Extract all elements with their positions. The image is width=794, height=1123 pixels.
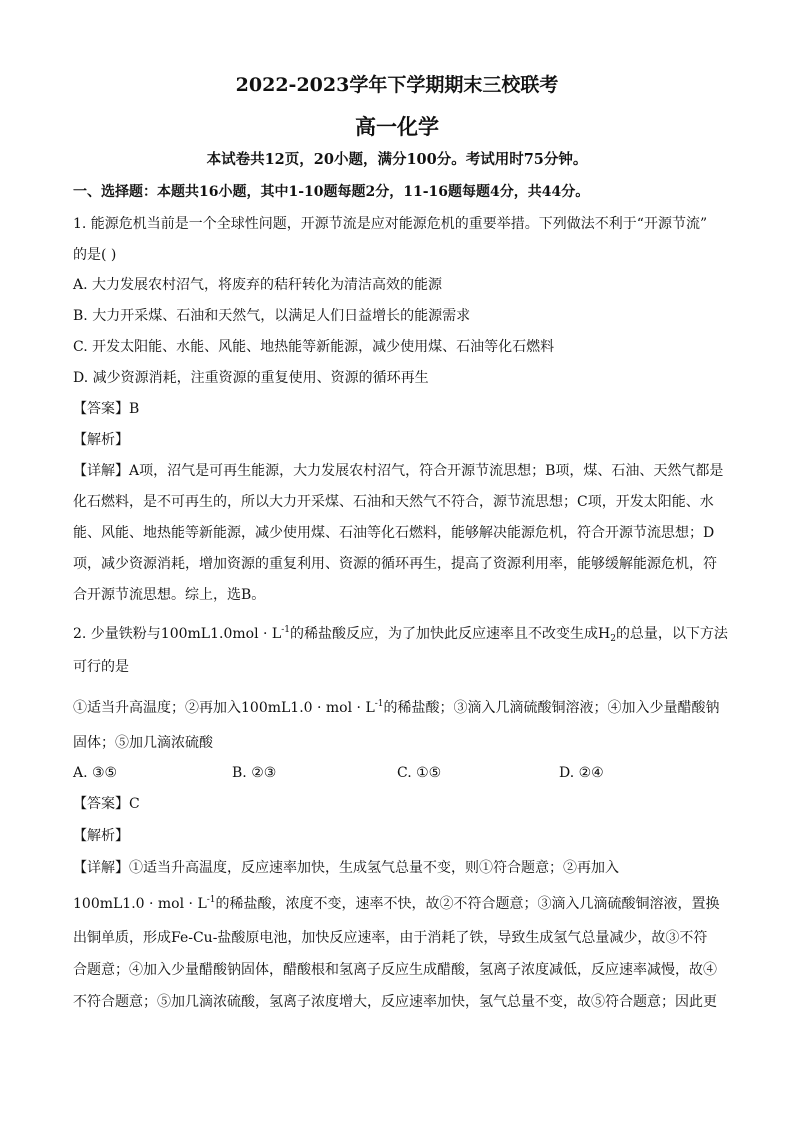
q2-option-b: B. ②③ xyxy=(232,765,277,781)
q2-conditions-line2: 固体；⑤加几滴浓硫酸 xyxy=(73,735,213,751)
q2-conditions-line1 xyxy=(73,698,723,718)
q2-analysis-label: 【解析】 xyxy=(73,828,129,844)
q1-detail-line: 能、风能、地热能等新能源，减少使用煤、石油等化石燃料，能够解决能源危机，符合开源节流思想；D xyxy=(73,525,715,541)
q2-stem-line1 xyxy=(73,624,728,644)
q2-detail-part: 的稀盐酸，浓度不变，速率不快，故②不符合题意；③滴入几滴硫酸铜溶液，置换 xyxy=(215,896,720,912)
exam-info: 本试卷共12页，20小题，满分100分。考试用时75分钟。 xyxy=(206,151,588,168)
q1-answer: 【答案】B xyxy=(73,401,140,417)
q1-option-d: D. 减少资源消耗，注重资源的重复使用、资源的循环再生 xyxy=(73,370,429,386)
q2-cond-part: 的稀盐酸；③滴入几滴硫酸铜溶液；④加入少量醋酸钠 xyxy=(383,700,720,716)
q2-detail-line xyxy=(73,894,723,914)
q2-cond-part: ①适当升高温度；②再加入100mL1.0 · mol · L xyxy=(73,700,375,716)
q1-stem-line2: 的是( ) xyxy=(73,247,117,263)
q2-stem-superscript: -1 xyxy=(281,625,290,635)
q2-detail-line: 【详解】①适当升高温度，反应速率加快，生成氢气总量不变，则①符合题意；②再加入 xyxy=(73,860,619,876)
q1-detail-line: 化石燃料，是不可再生的，所以大力开采煤、石油和天然气不符合，源节流思想；C项，开发太阳能、水 xyxy=(73,494,714,510)
q2-detail-part: 100mL1.0 · mol · L xyxy=(73,896,207,912)
q2-option-c: C. ①⑤ xyxy=(397,765,442,781)
q1-detail-line: 项，减少资源消耗，增加资源的重复利用、资源的循环再生，提高了资源利用率，能够缓解能源危机，符 xyxy=(73,556,717,572)
q1-stem-line1: 1. 能源危机当前是一个全球性问题，开源节流是应对能源危机的重要举措。下列做法不利于“开源节流” xyxy=(73,216,708,232)
q2-detail-superscript: -1 xyxy=(206,895,216,905)
q2-stem-part: 的总量，以下方法 xyxy=(615,626,728,642)
q2-detail-line: 出铜单质，形成Fe-Cu-盐酸原电池，加快反应速率，由于消耗了铁，导致生成氢气总量减少，故③不符 xyxy=(73,930,708,946)
q2-detail-line: 不符合题意；⑤加几滴浓硫酸，氢离子浓度增大，反应速率加快，氢气总量不变，故⑤符合题意；因此更 xyxy=(73,994,717,1010)
q2-answer: 【答案】C xyxy=(73,796,140,812)
q1-option-b: B. 大力开采煤、石油和天然气，以满足人们日益增长的能源需求 xyxy=(73,308,471,324)
q2-detail-line: 合题意；④加入少量醋酸钠固体，醋酸根和氢离子反应生成醋酸，氢离子浓度减低，反应速率减慢，故④ xyxy=(73,962,717,978)
q1-option-a: A. 大力发展农村沼气，将废弃的秸秆转化为清洁高效的能源 xyxy=(73,277,443,293)
subject-title: 高一化学 xyxy=(355,114,439,139)
q2-stem-line2: 可行的是 xyxy=(73,659,129,675)
q2-stem-part: 的稀盐酸反应，为了加快此反应速率且不改变生成H xyxy=(289,626,611,642)
q1-detail-line: 【详解】A项，沼气是可再生能源，大力发展农村沼气，符合开源节流思想；B项，煤、石油、天然气都是 xyxy=(73,463,724,479)
q2-option-d: D. ②④ xyxy=(559,765,604,781)
exam-title: 2022-2023学年下学期期末三校联考 xyxy=(235,74,559,96)
q2-cond-superscript: -1 xyxy=(374,699,384,709)
section-heading: 一、选择题：本题共16小题，其中1-10题每题2分，11-16题每题4分，共44分。 xyxy=(73,184,590,200)
q1-analysis-label: 【解析】 xyxy=(73,432,129,448)
q2-option-a: A. ③⑤ xyxy=(73,765,118,781)
q2-stem-part: 2. 少量铁粉与100mL1.0mol · L xyxy=(73,626,282,642)
q1-option-c: C. 开发太阳能、水能、风能、地热能等新能源，减少使用煤、石油等化石燃料 xyxy=(73,339,555,355)
q1-detail-line: 合开源节流思想。综上，选B。 xyxy=(73,587,266,603)
q2-stem-subscript: 2 xyxy=(610,634,616,644)
